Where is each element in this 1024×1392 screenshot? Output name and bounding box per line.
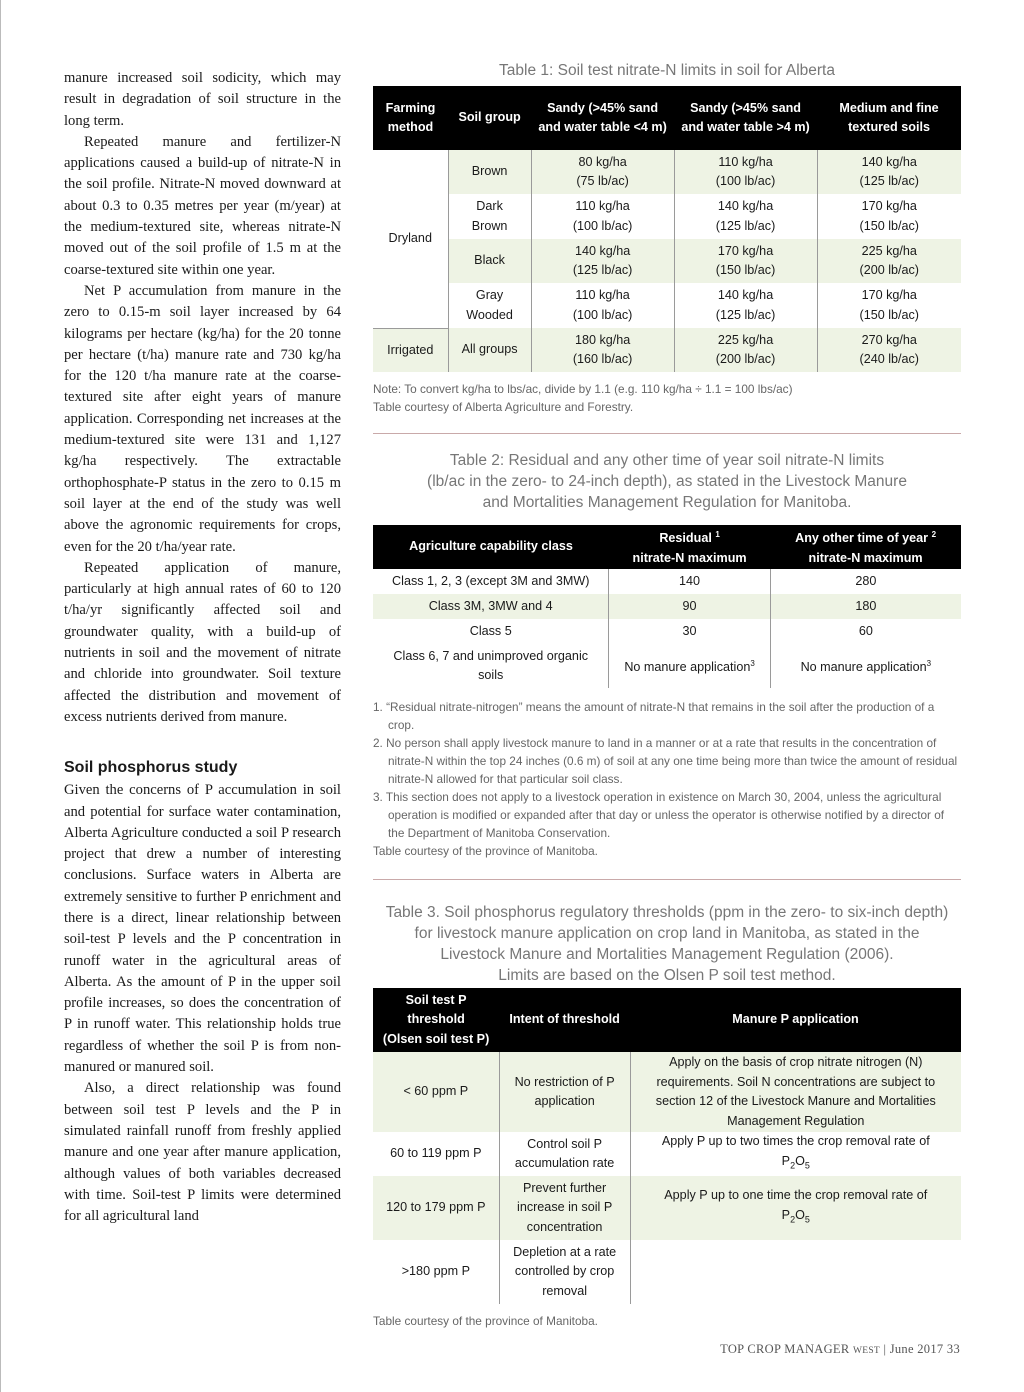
table3-caption: for livestock manure application on crop land in Manitoba, as stated in the [414,925,920,942]
cell: controlled by crop [514,1264,615,1279]
table1-method: Irrigated [373,328,448,372]
table-row [373,194,961,239]
table1-header: Medium and fine textured soils [817,86,961,150]
footnote-mark: 2 [931,530,937,540]
cell: 140 kg/ha [574,243,631,258]
table-row [373,1176,961,1240]
cell: Dark [476,199,503,213]
paragraph: manure increased soil sodicity, which may result in degradation of soil structure in the long term. [64,70,341,129]
paragraph: Net P accumulation from manure in the zero to 0.15-m soil layer increased by 64 kilograms per hectare (kg/ha) for the 20 tonne per hectare (t/ha) manure rate and 730 kg/ha for the 120 t/ha manure rate at the coarse-textured site after eight years of manure application. Corresponding net increases at the medium-textured site were 131 and 1,127 kg/ha respectively. The extractable orthophosphate-P status in the zero to 0.15 m soil layer at the end of the study was well above the agronomic requirements for crops, even for the 20 t/ha/year rate. [64,282,341,555]
cell: Management Regulation [727,1113,865,1128]
table3 [373,988,961,1304]
cell: Wooded [466,307,513,322]
table2-header: nitrate-N maximum [632,551,747,566]
cell: Apply P up to one time the crop removal rate of [664,1188,928,1203]
cell: concentration [526,1219,603,1234]
tables-column [373,60,961,1330]
cell: (100 lb/ac) [715,174,776,188]
cell: Brown [471,218,508,233]
cell: 110 kg/ha [718,154,773,169]
table1-group: All groups [448,328,531,372]
cell: 225 kg/ha [717,332,774,347]
cell: increase in soil P [517,1200,613,1215]
table1-header: Sandy (>45% sand and water table <4 m) [531,86,674,150]
table2 [373,525,961,688]
table-row [373,644,961,688]
table-row [373,1240,961,1304]
table1-header: Soil group [448,86,531,150]
cell: 110 kg/ha [575,199,630,213]
cell: 280 [770,569,961,594]
table-row [373,569,961,594]
table1-caption: Table 1: Soil test nitrate-N limits in soil for Alberta [499,62,835,79]
issue-date: June 2017 [889,1342,944,1356]
cell: 30 [609,619,770,644]
table3-header: Manure P application [630,988,961,1052]
table3-header: (Olsen soil test P) [382,1031,490,1046]
table2-notes [373,698,961,842]
table2-header: nitrate-N maximum [808,551,923,566]
cell: Class 5 [469,623,512,638]
paragraph: Also, a direct relationship was found between soil test P levels and the P in simulated rainfall runoff from freshly applied manure and one year after manure application, although values of both variables decreased with time. Soil-test P limits were determined for all agricultural land [64,1080,341,1225]
cell: No manure application [800,660,927,675]
table-row [373,239,961,283]
table-row [373,1132,961,1176]
cell: 140 kg/ha [717,288,774,302]
footnote-mark: 3 [750,659,755,669]
table-row [373,328,961,372]
cell: 80 kg/ha [578,154,627,169]
table-row [373,594,961,619]
cell: removal [542,1283,588,1298]
cell: Class 6, 7 and unimproved organic [393,648,589,663]
article-body [64,68,341,1227]
page-number: 33 [946,1342,960,1356]
table1-header: Sandy (>45% sand and water table >4 m) [674,86,817,150]
table3-header: Intent of threshold [499,988,630,1052]
cell: 225 kg/ha [861,243,917,258]
footnote: 1. “Residual nitrate-nitrogen” means the amount of nitrate-N that remains in the soil after the production of a crop. [373,700,935,732]
cell: 180 [770,594,961,619]
cell: soils [478,668,504,682]
table1-header: Farming method [373,86,448,150]
cell: (75 lb/ac) [576,174,629,188]
paragraph: Repeated manure and fertilizer-N applications caused a build-up of nitrate-N in the soil profile. Nitrate-N moved downward at about 0.3 to 0.35 metres per year (m/year) at the medium-textured site, whereas nitrate-N moved out of the soil profile of 1.5 m at the coarse-textured site within one year. [64,133,341,278]
cell: (100 lb/ac) [572,307,633,322]
cell: 140 kg/ha [717,199,774,213]
table2-caption: Table 2: Residual and any other time of year soil nitrate-N limits [449,452,885,469]
cell: accumulation rate [514,1156,615,1170]
cell: Depletion at a rate [513,1244,617,1259]
cell: 270 kg/ha [861,332,917,347]
cell: 170 kg/ha [861,288,917,302]
table3-caption: Livestock Manure and Mortalities Management Regulation (2006). [440,946,894,963]
table2-header: Residual [659,531,712,546]
cell: (150 lb/ac) [859,307,920,322]
cell: 60 [770,619,961,644]
publication-region: WEST [852,1346,881,1356]
table1-group: Black [448,239,531,283]
cell: (200 lb/ac) [715,352,776,366]
cell: (150 lb/ac) [715,263,776,277]
table3-header: Soil test P [405,992,467,1007]
cell: 90 [609,594,770,619]
cell: 120 to 179 ppm P [373,1176,499,1240]
footer-separator: | [883,1342,887,1356]
table3-caption: Limits are based on the Olsen P soil test method. [498,967,836,984]
cell: (100 lb/ac) [572,218,633,233]
table1-note: Note: To convert kg/ha to lbs/ac, divide by 1.1 (e.g. 110 kg/ha ÷ 1.1 = 100 lbs/ac) [373,382,793,396]
table-row [373,150,961,194]
table1-courtesy: Table courtesy of Alberta Agriculture and Forestry. [373,400,634,414]
cell: Apply P up to two times the crop removal rate of [661,1134,930,1149]
cell: < 60 ppm P [373,1052,499,1132]
footnote: 3. This section does not apply to a livestock operation in existence on March 30, 2004, unless the agricultural operation is modified or expanded after that day or unless the operator is otherwise notified by a director of the Department of Manitoba Conservation. [373,790,945,840]
cell: Class 1, 2, 3 (except 3M and 3MW) [392,573,590,588]
paragraph: Given the concerns of P accumulation in soil and potential for surface water contamination, Alberta Agriculture conducted a soil P research project that drew a number of interesting conclusions. Surface waters in Alberta are extremely sensitive to further P enrichment and there is a direct, linear relationship between soil-test P levels and the P concentration in runoff water in the agricultural areas of Alberta. As the amount of P in the upper soil profile increases, so does the concentration of P in runoff water. This relationship holds true regardless of whether the soil P is from non-manured or manured soil. [64,782,341,1076]
cell: Control soil P [527,1136,603,1151]
page-footer [720,1342,960,1357]
formula: $P_2O_5$ [781,1207,810,1225]
footnote-mark: 1 [715,530,720,540]
cell: (240 lb/ac) [859,352,920,366]
cell: (160 lb/ac) [572,352,633,366]
table1 [373,86,961,372]
cell: (200 lb/ac) [859,263,920,277]
cell: Class 3M, 3MW and 4 [373,594,609,619]
cell: >180 ppm P [401,1264,470,1279]
cell: 140 [609,569,770,594]
table1-method: Dryland [388,231,432,245]
table-row [373,1052,961,1132]
table3-caption: Table 3. Soil phosphorus regulatory thresholds (ppm in the zero- to six-inch depth) [385,904,949,921]
table2-caption: (lb/ac in the zero- to 24-inch depth), as stated in the Livestock Manure [427,473,907,490]
table3-header: threshold [407,1012,465,1027]
cell: (125 lb/ac) [715,218,776,233]
footnote: 2. No person shall apply livestock manure to land in a manner or at a rate that results in the concentration of nitrate-N within the top 24 inches (0.6 m) of soil at any one time being more than twice the amount of residual nitrate-N allowed for that particular soil class. [373,736,958,786]
table2-header: Any other time of year [795,531,929,546]
table2-caption: and Mortalities Management Regulation for Manitoba. [482,494,852,511]
table-row [373,619,961,644]
table1-group: Brown [448,150,531,194]
cell: application [534,1094,595,1108]
table3-courtesy: Table courtesy of the province of Manitoba. [373,1314,598,1328]
cell: (150 lb/ac) [859,218,920,233]
cell: Prevent further [522,1180,607,1195]
cell: No manure application [624,660,751,675]
table-row [373,283,961,328]
table2-courtesy: Table courtesy of the province of Manitoba. [373,844,598,858]
cell: section 12 of the Livestock Manure and Mortalities [655,1094,936,1108]
paragraph: Repeated application of manure, particularly at high annual rates of 60 to 120 t/ha/yr significantly affected soil and groundwater quality, with a build-up of nutrients in soil and the movement of nitrate and chloride into groundwater. Soil texture affected the distribution and movement of excess nutrients derived from manure. [64,559,341,725]
cell: 140 kg/ha [861,154,917,169]
formula: $P_2O_5$ [781,1153,810,1171]
cell: 180 kg/ha [574,332,631,347]
cell: 110 kg/ha [575,288,630,302]
cell: (125 lb/ac) [572,263,633,277]
page-edge [0,0,1,1392]
cell: requirements. Soil N concentrations are subject to [656,1074,936,1089]
table2-header: Agriculture capability class [373,525,609,569]
publication-name: TOP CROP MANAGER [720,1342,850,1356]
cell: (125 lb/ac) [859,174,920,188]
cell: Gray [475,288,504,302]
cell: 170 kg/ha [861,199,917,213]
cell: No restriction of P [514,1074,615,1089]
cell: 60 to 119 ppm P [390,1146,482,1161]
cell: 170 kg/ha [717,243,774,258]
section-heading: Soil phosphorus study [64,759,238,777]
footnote-mark: 3 [926,659,932,669]
cell: Apply on the basis of crop nitrate nitrogen (N) [669,1055,923,1069]
cell: (125 lb/ac) [715,307,776,322]
